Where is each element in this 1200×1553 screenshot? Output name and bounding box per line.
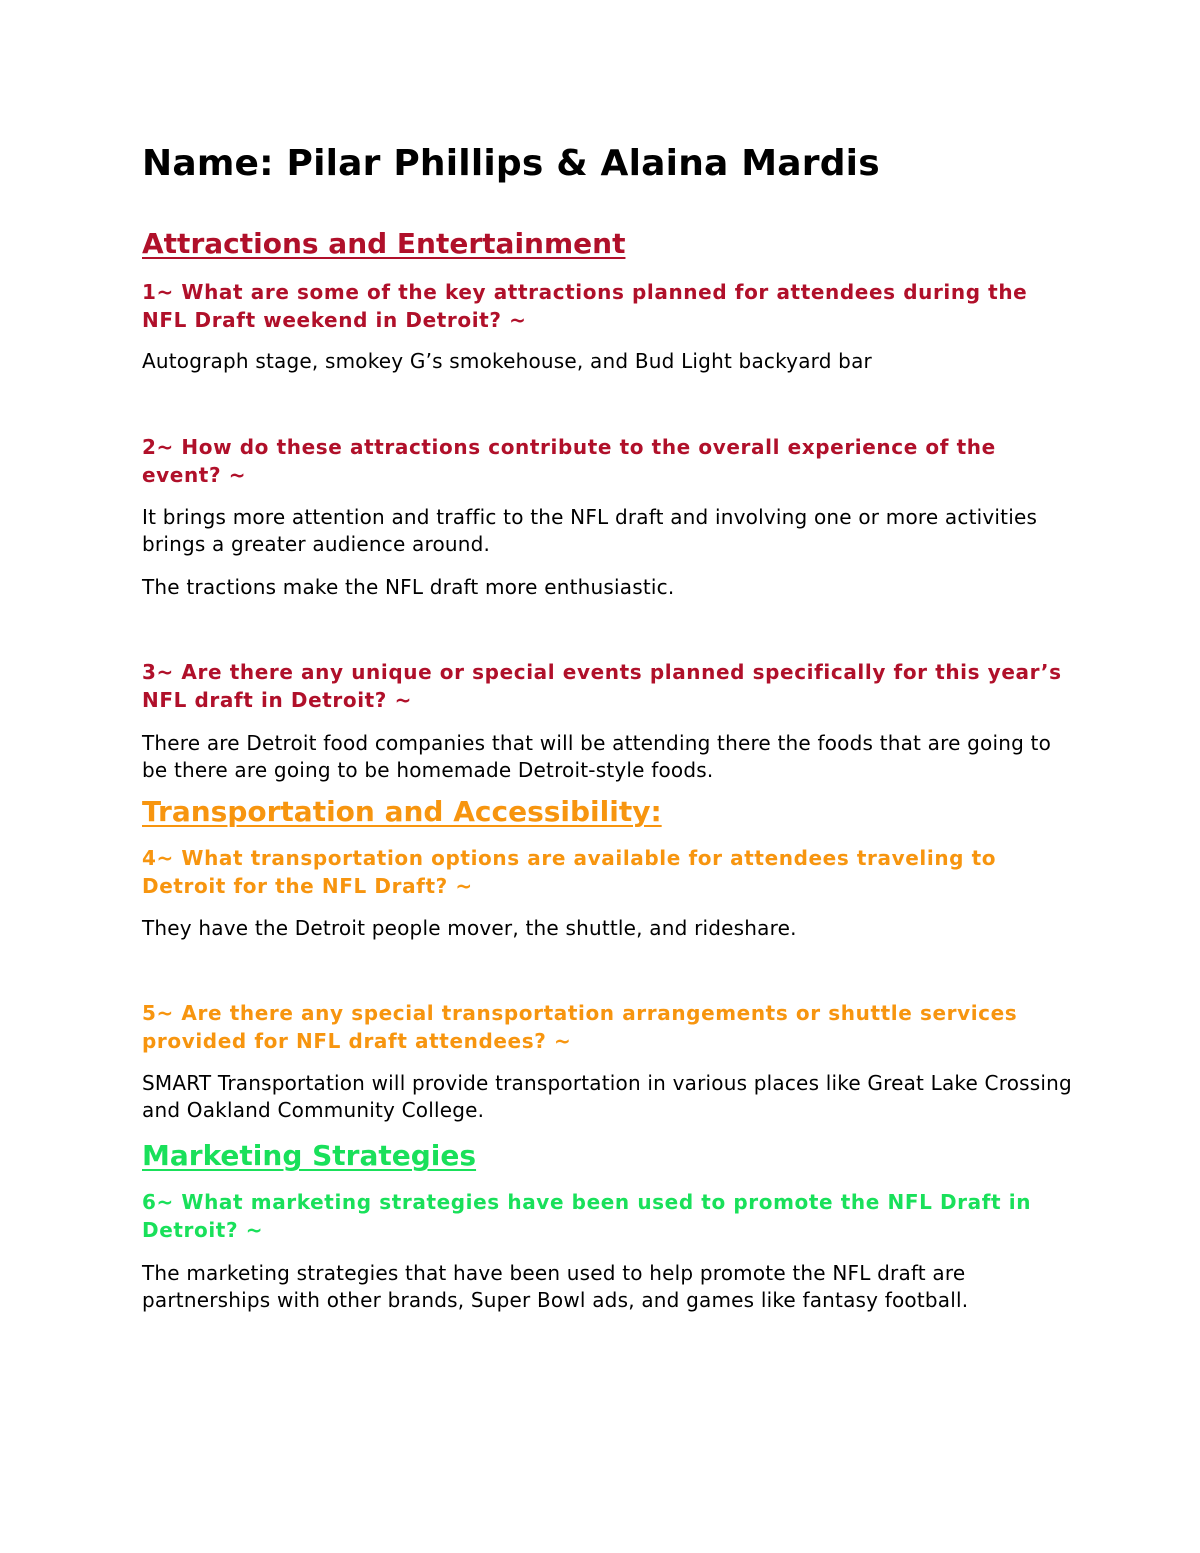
answer-3: There are Detroit food companies that will be attending there the foods that are going to be there are going to be homemade Detroit-style foods. bbox=[142, 731, 1052, 782]
answer-6: The marketing strategies that have been used to help promote the NFL draft are partnerships with other brands, Super Bowl ads, and games like fantasy football. bbox=[142, 1261, 969, 1312]
question-6: 6~ What marketing strategies have been used to promote the NFL Draft in Detroit? ~ bbox=[142, 1190, 1032, 1242]
answer-5: SMART Transportation will provide transportation in various places like Great Lake Crossing and Oakland Community College. bbox=[142, 1071, 1072, 1122]
question-5: 5~ Are there any special transportation arrangements or shuttle services provided for NFL draft attendees? ~ bbox=[142, 1001, 1018, 1053]
question-4: 4~ What transportation options are available for attendees traveling to Detroit for the NFL Draft? ~ bbox=[142, 846, 997, 898]
question-1: 1~ What are some of the key attractions planned for attendees during the NFL Draft weekend in Detroit? ~ bbox=[142, 280, 1028, 332]
answer-2b: The tractions make the NFL draft more enthusiastic. bbox=[142, 575, 675, 599]
question-2: 2~ How do these attractions contribute to the overall experience of the event? ~ bbox=[142, 435, 996, 487]
document-page bbox=[142, 140, 1072, 1314]
section-attractions bbox=[142, 226, 1072, 784]
section-marketing bbox=[142, 1138, 1072, 1314]
document-title: Name: Pilar Phillips & Alaina Mardis bbox=[142, 143, 880, 184]
answer-2a: It brings more attention and traffic to the NFL draft and involving one or more activities brings a greater audience around. bbox=[142, 505, 1038, 556]
answer-4: They have the Detroit people mover, the shuttle, and rideshare. bbox=[142, 916, 797, 940]
section-heading-attractions: Attractions and Entertainment bbox=[142, 227, 626, 260]
section-heading-marketing: Marketing Strategies bbox=[142, 1139, 477, 1172]
answer-1: Autograph stage, smokey G’s smokehouse, and Bud Light backyard bar bbox=[142, 349, 872, 373]
question-3: 3~ Are there any unique or special events planned specifically for this year’s NFL draft in Detroit? ~ bbox=[142, 660, 1062, 712]
section-heading-transportation: Transportation and Accessibility: bbox=[142, 795, 662, 828]
section-transportation bbox=[142, 794, 1072, 1124]
